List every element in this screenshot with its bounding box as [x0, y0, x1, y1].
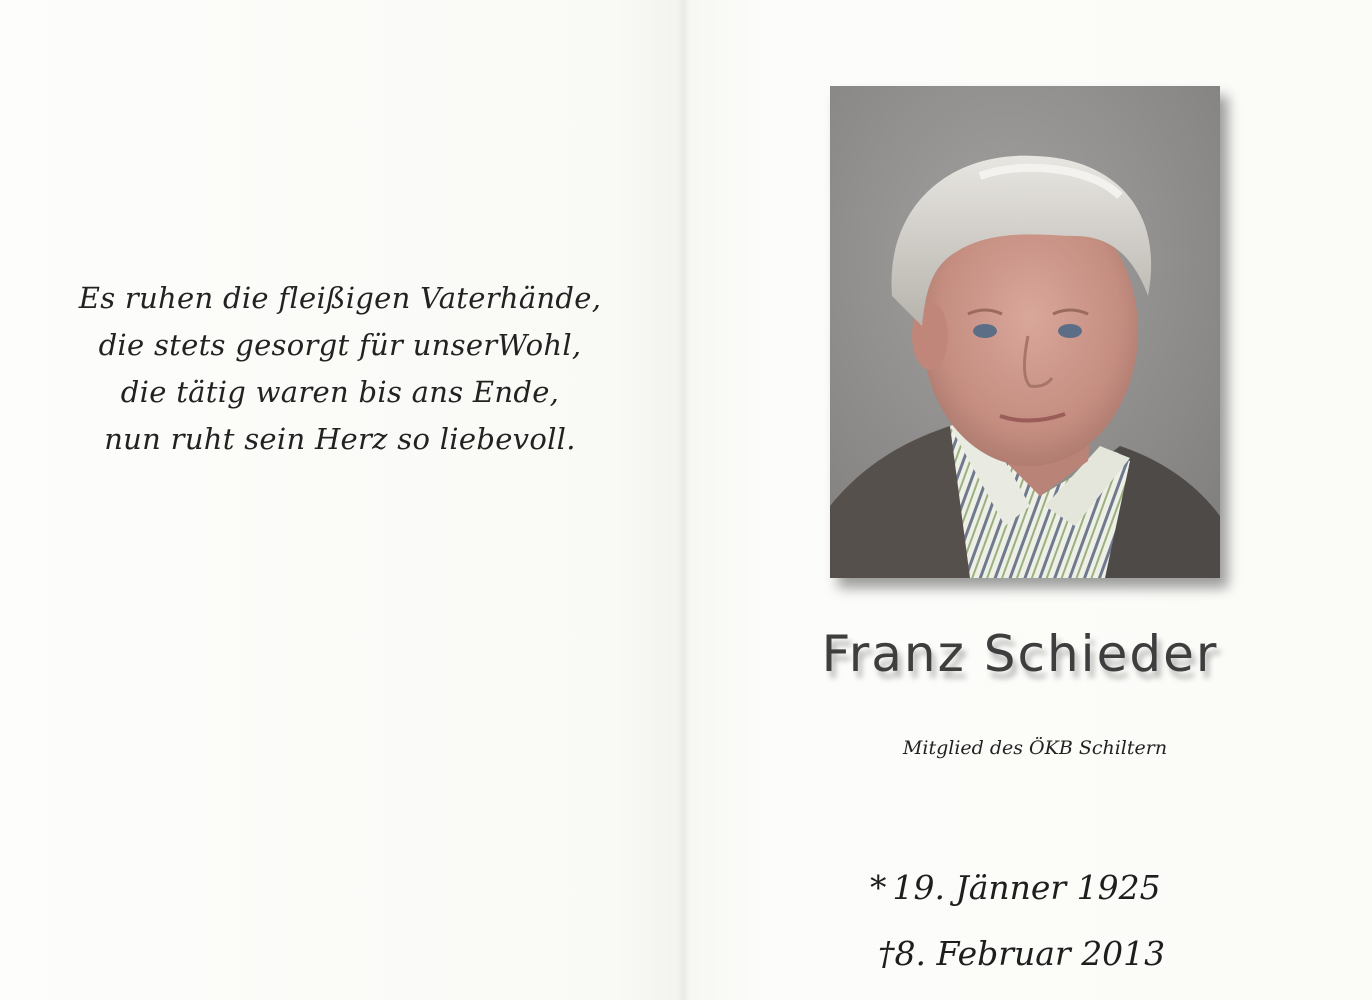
deceased-name: Franz Schieder — [821, 625, 1219, 683]
poem-line-2: die stets gesorgt für unserWohl, — [98, 328, 582, 362]
membership-text: Mitglied des ÖKB Schiltern — [902, 737, 1168, 759]
birth-date: 19. Jänner 1925 — [892, 868, 1161, 907]
death-date-row — [878, 934, 1238, 973]
center-fold — [676, 0, 690, 1000]
birth-asterisk-icon: * — [870, 868, 887, 907]
birth-date-row — [870, 868, 1230, 907]
portrait-image — [830, 86, 1220, 578]
poem-line-4: nun ruht sein Herz so liebevoll. — [104, 422, 576, 456]
poem — [20, 275, 660, 463]
death-date: 8. Februar 2013 — [894, 934, 1166, 973]
death-cross-icon: † — [878, 934, 895, 973]
portrait-photo — [830, 86, 1220, 578]
poem-line-1: Es ruhen die fleißigen Vaterhände, — [78, 281, 602, 315]
poem-line-3: die tätig waren bis ans Ende, — [120, 375, 560, 409]
